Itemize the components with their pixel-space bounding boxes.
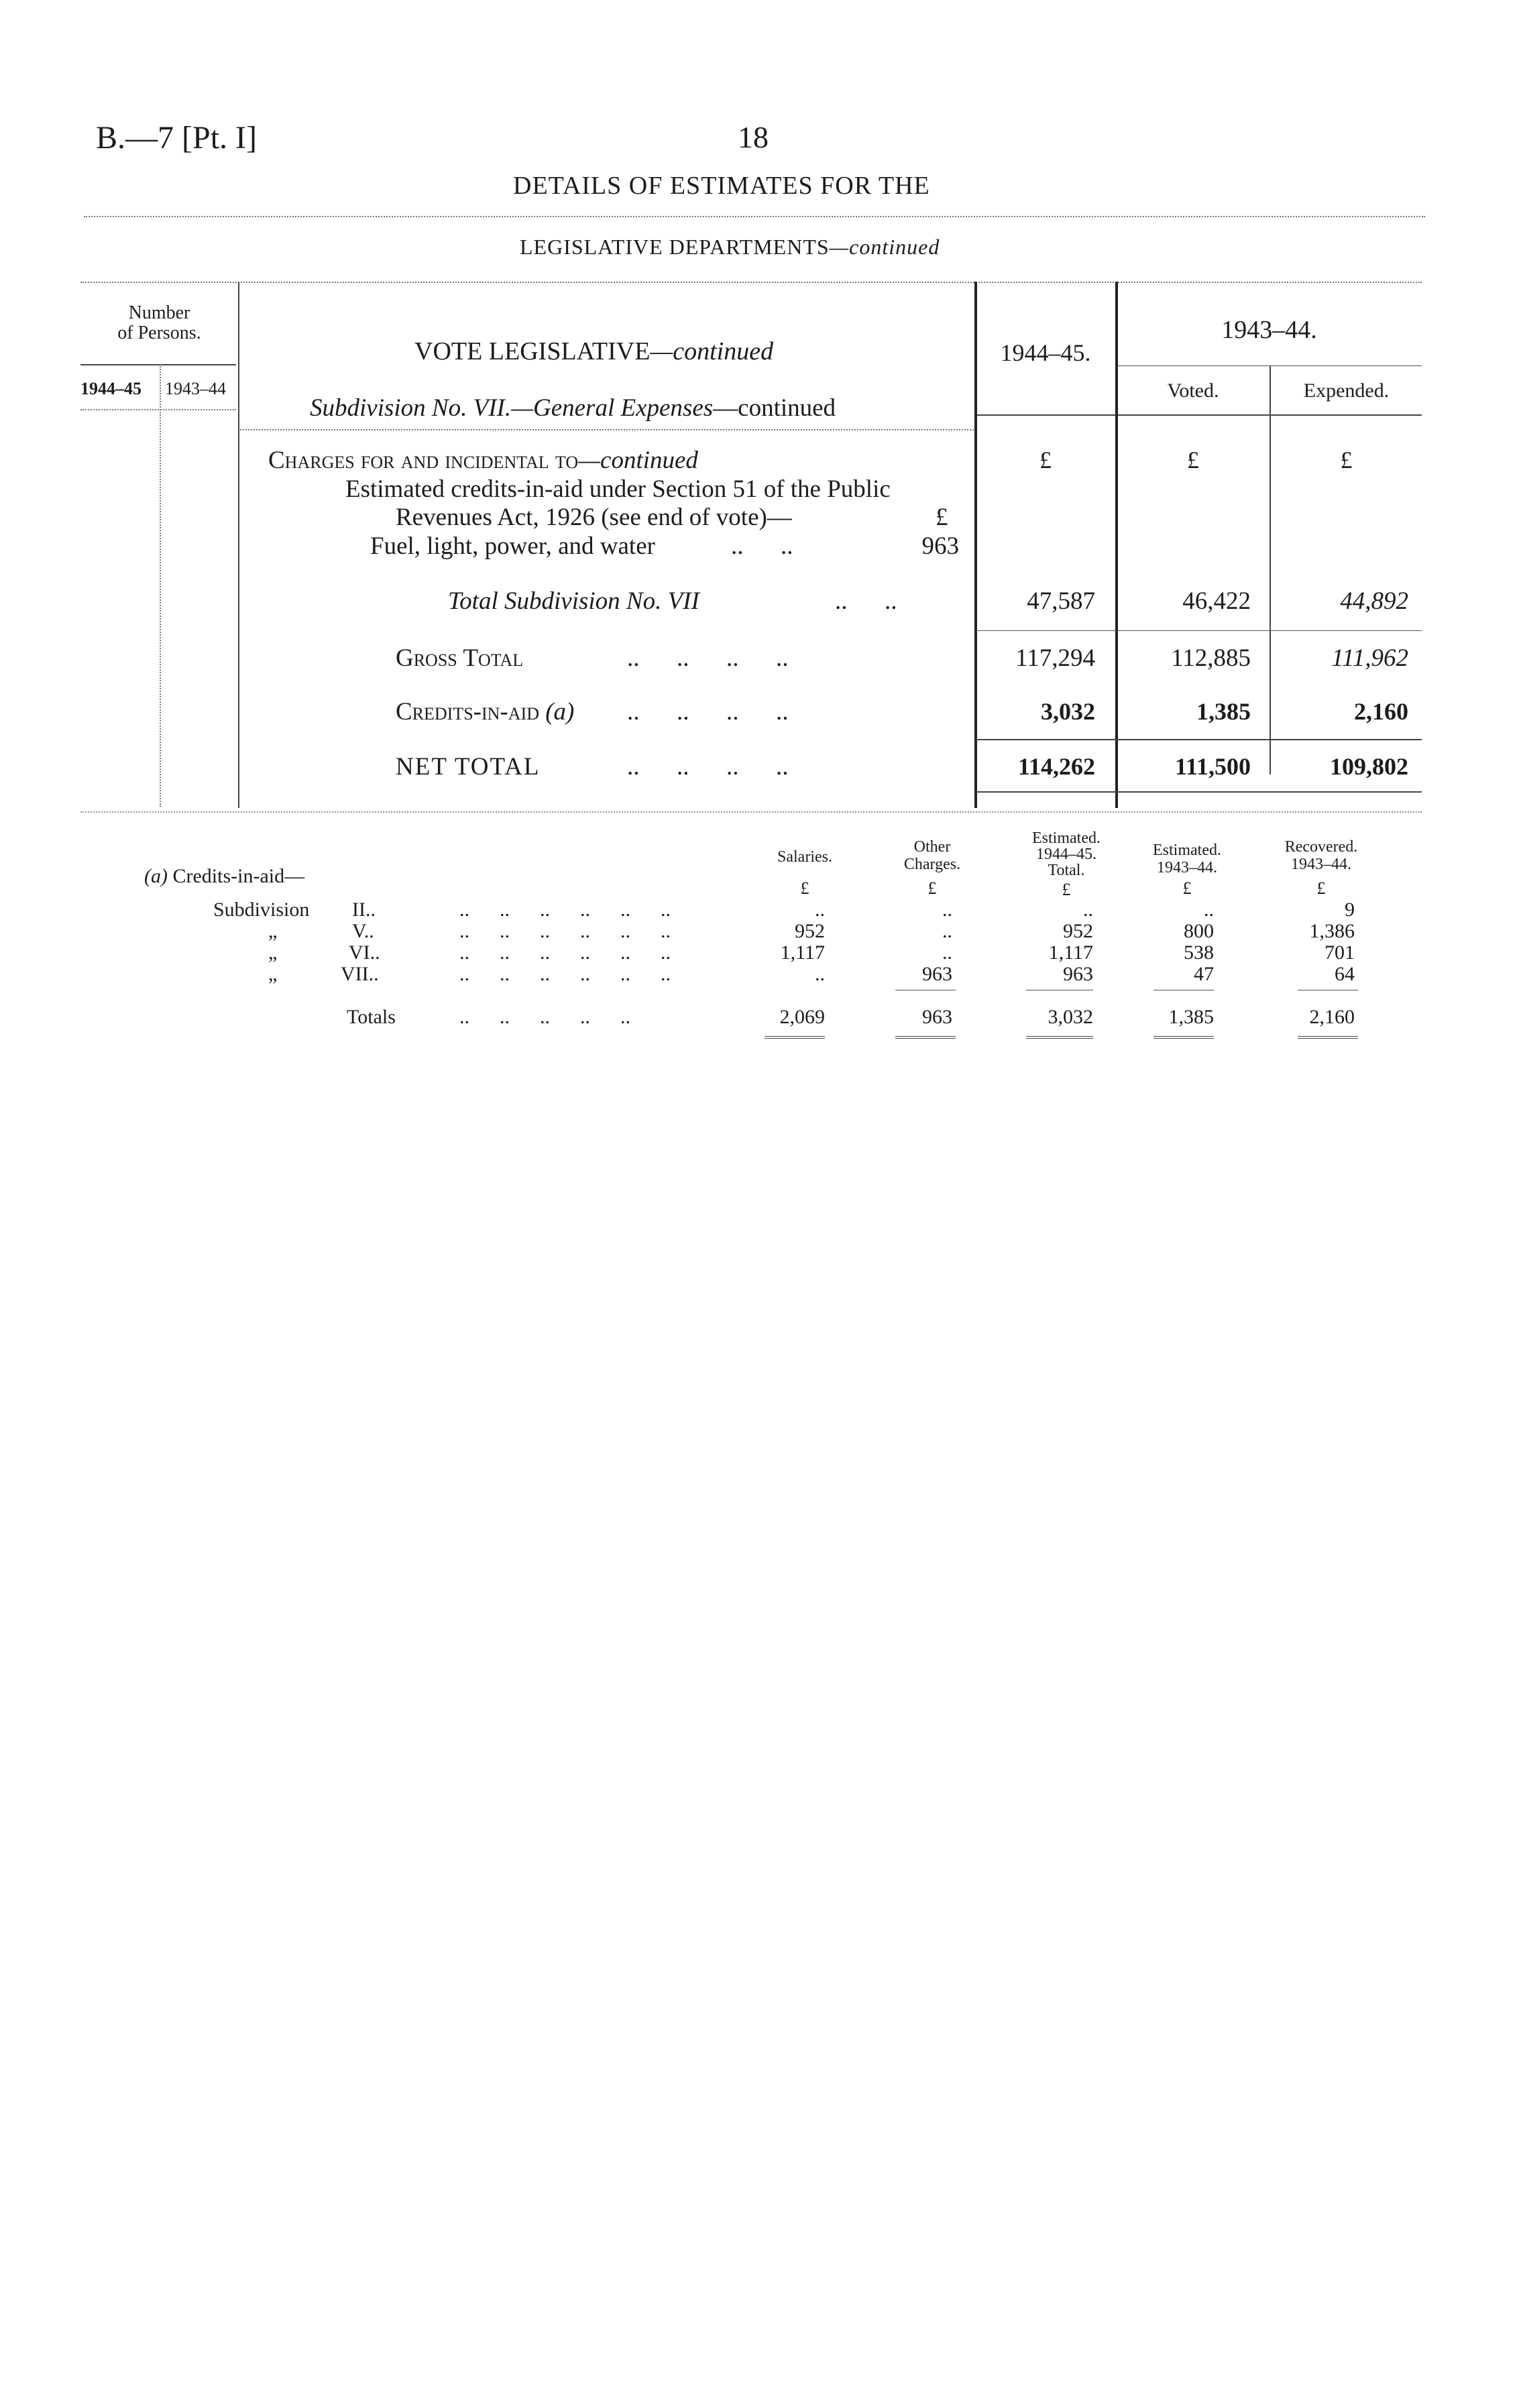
fn-currency-recovered: £ xyxy=(1316,878,1326,898)
page-title: DETAILS OF ESTIMATES FOR THE xyxy=(513,172,930,200)
section-title xyxy=(520,235,940,260)
fn-col-salaries: Salaries. xyxy=(777,848,832,866)
gross-total-voted: 112,885 xyxy=(1171,644,1251,672)
vote-title xyxy=(414,337,773,366)
fn-row-dots: .. .. .. .. .. .. xyxy=(459,920,671,942)
persons-year-1943: 1943–44 xyxy=(165,379,226,398)
fn-double-rule-recovered xyxy=(1298,1036,1358,1039)
persons-right-border xyxy=(238,282,239,808)
currency-1944: £ xyxy=(1039,447,1052,473)
fn-col-other-line2: Charges. xyxy=(903,856,961,873)
credits-in-aid-footnote-ref: (a) xyxy=(545,698,575,726)
fn-cell-est-prev: 47 xyxy=(1194,963,1214,985)
fn-totals-dots: .. .. .. .. .. xyxy=(459,1006,630,1028)
page-number: 18 xyxy=(738,120,769,154)
credits-in-aid-label-text: Credits-in-aid xyxy=(396,698,539,726)
col-header-expended: Expended. xyxy=(1303,380,1390,402)
credits-pound-sign: £ xyxy=(936,504,948,531)
vote-title-continued: —continued xyxy=(650,337,774,365)
fn-col-estimated-total xyxy=(1013,830,1120,878)
fn-cell-recovered: 64 xyxy=(1335,963,1355,985)
fn-double-rule-other xyxy=(895,1036,956,1039)
fn-row-label: „ xyxy=(268,941,278,964)
currency-voted: £ xyxy=(1187,447,1199,473)
fn-cell-other: 963 xyxy=(922,963,952,985)
col-header-1943: 1943–44. xyxy=(1221,316,1317,344)
fn-cell-est-prev: 800 xyxy=(1184,920,1214,942)
persons-header-line2: of Persons. xyxy=(117,323,201,343)
gross-total-1944: 117,294 xyxy=(1015,644,1095,672)
fn-col-recovered-line1: Recovered. xyxy=(1284,838,1358,856)
fn-col-estimated-prev-line1: Estimated. xyxy=(1153,842,1221,859)
fn-col-recovered-line2: 1943–44. xyxy=(1291,856,1351,873)
fn-col-recovered xyxy=(1268,838,1375,873)
fn-cell-other: .. xyxy=(942,941,952,964)
total-subdivision-dots: .. .. xyxy=(835,587,897,615)
persons-header-line1: Number xyxy=(128,302,190,323)
fn-cell-est-prev: .. xyxy=(1204,899,1214,921)
fn-double-rule-salaries xyxy=(765,1036,825,1039)
total-subdivision-label: Total Subdivision No. VII xyxy=(448,587,699,615)
persons-year-rule xyxy=(80,409,236,410)
fn-row-label: „ xyxy=(268,963,278,985)
fn-currency-salaries: £ xyxy=(800,878,809,898)
credits-in-aid-voted: 1,385 xyxy=(1196,698,1251,725)
fn-totals-est-prev: 1,385 xyxy=(1168,1006,1214,1028)
credits-in-aid-dots: .. .. .. .. xyxy=(627,698,789,726)
fn-cell-est-prev: 538 xyxy=(1184,941,1214,964)
fn-row-label: Subdivision xyxy=(213,899,310,921)
fn-col-other xyxy=(879,838,986,873)
credits-description-line2: Revenues Act, 1926 (see end of vote)— xyxy=(396,504,792,531)
fn-row-num: V.. xyxy=(352,920,374,942)
net-total-expended: 109,802 xyxy=(1330,753,1408,780)
fn-cell-recovered: 701 xyxy=(1325,941,1355,964)
fn-col-other-line1: Other xyxy=(913,838,951,856)
fn-cell-other: .. xyxy=(942,920,952,942)
fn-col-estimated-total-line2: 1944–45. xyxy=(1036,846,1096,863)
total-subdivision-voted: 46,422 xyxy=(1182,587,1251,615)
fn-row-num: VI.. xyxy=(349,941,380,964)
footnote-label xyxy=(144,865,304,888)
fn-totals-recovered: 2,160 xyxy=(1309,1006,1355,1028)
row-rule-gross xyxy=(976,630,1422,631)
gross-total-expended: 111,962 xyxy=(1331,644,1408,672)
fn-cell-est-total: 963 xyxy=(1063,963,1093,985)
currency-expended: £ xyxy=(1340,447,1353,473)
fn-cell-recovered: 1,386 xyxy=(1309,920,1355,942)
gross-total-dots: .. .. .. .. xyxy=(627,644,789,672)
section-title-text: LEGISLATIVE DEPARTMENTS xyxy=(520,235,830,259)
col-header-voted: Voted. xyxy=(1167,380,1219,402)
subdivision-heading xyxy=(310,394,836,422)
header-bottom-rule xyxy=(976,414,1422,416)
fn-col-estimated-total-line1: Estimated. xyxy=(1032,829,1101,847)
net-total-bottom-rule xyxy=(976,791,1422,793)
fn-double-rule-est-total xyxy=(1026,1036,1093,1039)
fn-cell-salaries: 1,117 xyxy=(780,941,825,964)
fn-double-rule-est-prev xyxy=(1153,1036,1214,1039)
col-1943-left-border xyxy=(1115,282,1118,808)
fn-totals-est-total: 3,032 xyxy=(1048,1006,1093,1028)
fn-col-estimated-prev-line2: 1943–44. xyxy=(1157,859,1217,876)
fn-row-dots: .. .. .. .. .. .. xyxy=(459,899,671,921)
fn-cell-other: .. xyxy=(942,899,952,921)
fn-cell-est-total: 952 xyxy=(1063,920,1093,942)
fn-row-dots: .. .. .. .. .. .. xyxy=(459,941,671,964)
total-subdivision-expended: 44,892 xyxy=(1340,587,1408,615)
persons-header-rule xyxy=(80,364,236,365)
fn-totals-salaries: 2,069 xyxy=(779,1006,825,1028)
table-bottom-rule xyxy=(80,811,1422,813)
fn-totals-label: Totals xyxy=(347,1006,396,1028)
fn-currency-estimated-total: £ xyxy=(1062,880,1071,899)
fn-col-estimated-total-line3: Total. xyxy=(1048,862,1085,879)
fn-cell-salaries: .. xyxy=(815,899,825,921)
text-header-rule xyxy=(238,429,976,431)
persons-header xyxy=(80,303,238,343)
credits-description-line1: Estimated credits-in-aid under Section 51 of the Public xyxy=(345,475,891,503)
credits-in-aid-expended: 2,160 xyxy=(1354,698,1408,725)
divider xyxy=(84,216,1425,217)
gross-total-label: Gross Total xyxy=(396,644,524,672)
vote-title-text: VOTE LEGISLATIVE xyxy=(414,337,651,365)
subdivision-heading-text: Subdivision No. VII.—General Expenses xyxy=(310,394,714,422)
charges-heading-continued: —continued xyxy=(578,447,698,474)
fn-cell-est-total: .. xyxy=(1083,899,1093,921)
fn-col-estimated-prev xyxy=(1133,842,1241,876)
row-rule-net xyxy=(976,739,1422,740)
fn-cell-salaries: .. xyxy=(815,963,825,985)
persons-col-divider xyxy=(160,364,161,807)
net-total-label: NET TOTAL xyxy=(396,753,541,781)
net-total-voted: 111,500 xyxy=(1174,753,1251,780)
charges-heading xyxy=(268,446,698,475)
fn-row-label: „ xyxy=(268,920,278,942)
fn-totals-other: 963 xyxy=(922,1006,952,1028)
section-title-continued: —continued xyxy=(829,235,940,259)
footnote-label-text: Credits-in-aid— xyxy=(172,865,305,887)
subdivision-heading-continued: —continued xyxy=(713,394,836,422)
table-top-rule xyxy=(80,282,1422,283)
fn-cell-salaries: 952 xyxy=(795,920,825,942)
document-reference: B.—7 [Pt. I] xyxy=(96,120,257,156)
fuel-label: Fuel, light, power, and water xyxy=(370,532,655,560)
fuel-value: 963 xyxy=(921,532,959,560)
fuel-leader-dots: .. .. xyxy=(731,532,793,560)
net-total-dots: .. .. .. .. xyxy=(627,753,789,781)
fn-row-num: VII.. xyxy=(341,963,379,985)
credits-in-aid-label xyxy=(396,697,574,726)
fn-row-num: II.. xyxy=(352,899,376,921)
fn-currency-other: £ xyxy=(927,878,937,898)
fn-cell-recovered: 9 xyxy=(1345,899,1355,921)
net-total-1944: 114,262 xyxy=(1017,753,1095,780)
credits-in-aid-1944: 3,032 xyxy=(1041,698,1095,725)
charges-heading-text: Charges for and incidental to xyxy=(268,447,579,474)
fn-cell-est-total: 1,117 xyxy=(1048,941,1093,964)
total-subdivision-1944: 47,587 xyxy=(1027,587,1095,615)
fn-row-dots: .. .. .. .. .. .. xyxy=(459,963,671,985)
col-header-1944: 1944–45. xyxy=(1000,339,1091,366)
persons-year-1944: 1944–45 xyxy=(80,379,142,398)
footnote-marker: (a) xyxy=(144,865,168,887)
fn-currency-estimated-prev: £ xyxy=(1182,878,1192,898)
